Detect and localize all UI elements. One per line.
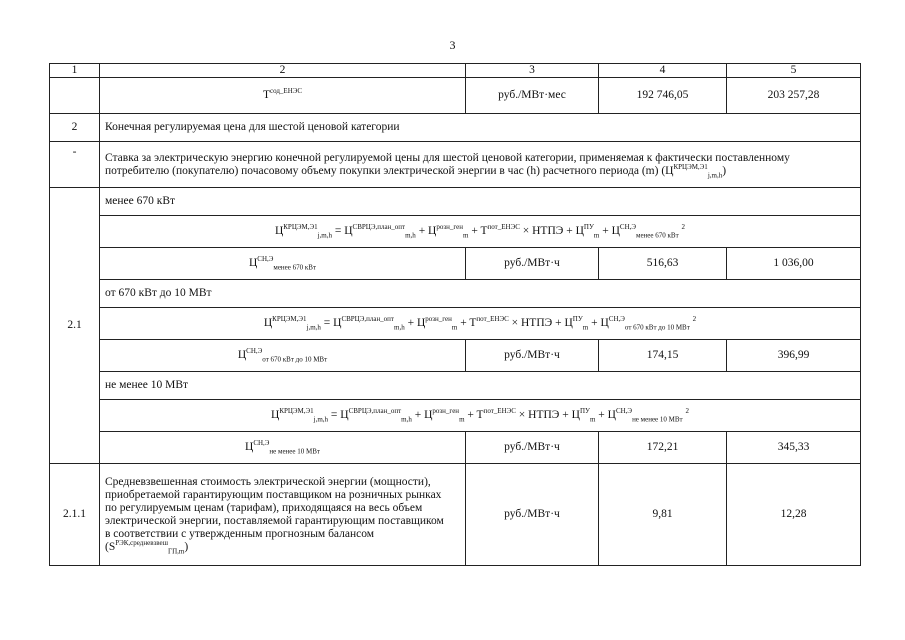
description-line: по регулируемым ценам (тарифам), приходящаяся на весь объем	[105, 501, 423, 514]
group-label: менее 670 кВт	[100, 188, 861, 216]
table-row	[50, 372, 861, 400]
unit-cell: руб./МВт·ч	[466, 248, 599, 280]
table-row	[50, 432, 861, 464]
value-cell-col5: 345,33	[727, 432, 861, 464]
weighted-cost-symbol: $(S^{РЭК,средневзвеш}_{ГП,m})$	[105, 538, 189, 555]
value-cell-col4: 172,21	[599, 432, 727, 464]
table-row	[50, 340, 861, 372]
table-row	[50, 308, 861, 340]
row-number: 2	[50, 114, 100, 142]
table-row	[50, 464, 861, 566]
table-row	[50, 280, 861, 308]
formula: $Ц^{КРЦЭМ,Э1}_{j,m,h} = Ц^{СВРЦЭ,план\_опт}_{m,h} + Ц^{розн\_ген}_m + T^{пот\_ЕНЭС}$ × НТПЭ + $Ц^{ПУ}_m + Ц^{СН,Э}_{менее 670 кВт}$ $^2$	[100, 216, 861, 248]
unit-cell: руб./МВт·ч	[466, 432, 599, 464]
value-cell-col4: 516,63	[599, 248, 727, 280]
rate-symbol: $Ц^{СН,Э}_{менее 670 кВт}$	[100, 248, 466, 280]
row-number: 2.1.1	[50, 464, 100, 566]
header-row	[50, 64, 861, 78]
table-row	[50, 78, 861, 114]
tariff-table	[49, 63, 861, 566]
page-number: 3	[449, 38, 456, 52]
unit-cell: руб./МВт·ч	[466, 340, 599, 372]
group-label: от 670 кВт до 10 МВт	[100, 280, 861, 308]
header-col-4: 4	[599, 64, 727, 78]
weighted-cost-description	[100, 464, 466, 566]
description-line: электрической энергии, поставляемой гарантирующим поставщиком	[105, 514, 444, 527]
formula: $Ц^{КРЦЭМ,Э1}_{j,m,h} = Ц^{СВРЦЭ,план\_опт}_{m,h} + Ц^{розн\_ген}_m + T^{пот\_ЕНЭС}$ × НТПЭ + $Ц^{ПУ}_m + Ц^{СН,Э}_{от 670 кВт до 10 МВт}$ $^2$	[100, 308, 861, 340]
section-heading: Конечная регулируемая цена для шестой ценовой категории	[100, 114, 861, 142]
value-cell-col5: 203 257,28	[727, 78, 861, 114]
value-cell-col5: 12,28	[727, 464, 861, 566]
tsod-symbol: $T^{сод\_ЕНЭС}$	[100, 78, 466, 114]
header-col-2: 2	[100, 64, 466, 78]
section-number: 2.1	[50, 188, 100, 464]
value-cell-col5: 396,99	[727, 340, 861, 372]
rate-symbol: $Ц^{СН,Э}_{от 670 кВт до 10 МВт}$	[100, 340, 466, 372]
table-row	[50, 216, 861, 248]
table-row	[50, 142, 861, 188]
unit-cell: руб./МВт·ч	[466, 464, 599, 566]
formula: $Ц^{КРЦЭМ,Э1}_{j,m,h} = Ц^{СВРЦЭ,план\_опт}_{m,h} + Ц^{розн\_ген}_m + T^{пот\_ЕНЭС}$ × НТПЭ + $Ц^{ПУ}_m + Ц^{СН,Э}_{не менее 10 МВт}$ $^2$	[100, 400, 861, 432]
rate-symbol: $Ц^{СН,Э}_{не менее 10 МВт}$	[100, 432, 466, 464]
rate-description: Ставка за электрическую энергию конечной регулируемой цены для шестой ценовой категории, применяемая к фактически поставленному потребителю (покупателю) почасовому объему покупки электрической энергии в час (h) расчетного периода (m) $(Ц^{КРЦЭМ,Э1}_{j,m,h})$	[100, 142, 861, 188]
header-col-1: 1	[50, 64, 100, 78]
description-line: в соответствии с утвержденным прогнозным балансом	[105, 527, 375, 540]
value-cell-col4: 174,15	[599, 340, 727, 372]
group-label: не менее 10 МВт	[100, 372, 861, 400]
table-row	[50, 188, 861, 216]
row-number: -	[50, 142, 100, 188]
table-row	[50, 248, 861, 280]
unit-cell: руб./МВт·мес	[466, 78, 599, 114]
description-line: приобретаемой гарантирующим поставщиком на розничных рынках	[105, 488, 442, 501]
value-cell-col4: 9,81	[599, 464, 727, 566]
table-row	[50, 400, 861, 432]
header-col-3: 3	[466, 64, 599, 78]
value-cell-col5: 1 036,00	[727, 248, 861, 280]
description-line: Средневзвешенная стоимость электрической энергии (мощности),	[105, 475, 431, 488]
table-row	[50, 114, 861, 142]
header-col-5: 5	[727, 64, 861, 78]
value-cell-col4: 192 746,05	[599, 78, 727, 114]
